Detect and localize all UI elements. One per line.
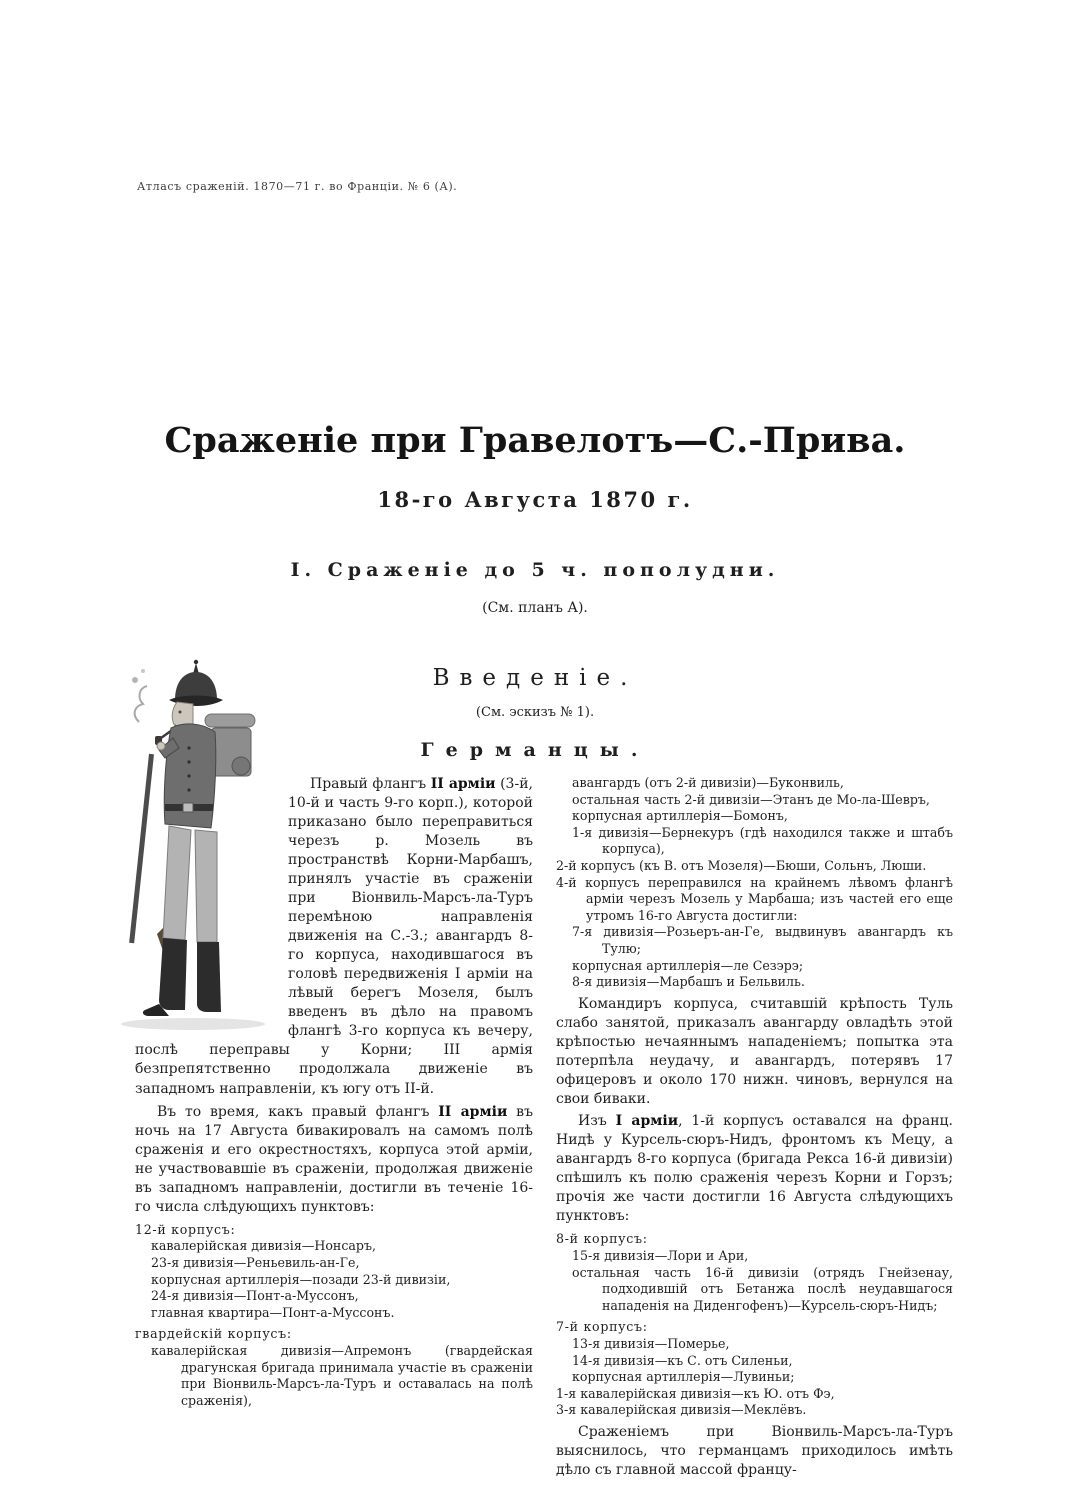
list-item: остальная часть 2-й дивизіи—Этанъ де Мо-ла-Шевръ, — [572, 791, 930, 807]
list-item: 8-я дивизія—Марбашъ и Бельвиль. — [572, 974, 805, 990]
paragraph — [556, 1112, 953, 1226]
section-heading: I. Сраженіе до 5 ч. пополудни. — [290, 559, 780, 581]
guard-corps-list-title: гвардейскій корпусъ: — [135, 1326, 292, 1342]
germans-heading: Германцы. — [420, 739, 650, 761]
list-item: кавалерійская дивизія—Апремонъ (гвардейская драгунская бригада принимала участіе въ сраженіи при Віонвиль-Марсъ-ла-Туръ и оставалась на полѣ сраженія), — [151, 1342, 533, 1408]
paragraph-text: въ ночь на 17 Августа бивакировалъ на самомъ полѣ сраженія и его окрестностяхъ, корпуса этой арміи, не участвовавшіе въ сраженіи, продолжая движеніе въ западномъ направленіи, достигли въ теченіе 16-го числа слѣдующихъ пунктовъ: — [135, 1103, 533, 1215]
list-item: корпусная артиллерія—позади 23-й дивизіи, — [151, 1271, 451, 1287]
sketch-reference-note: (См. эскизъ № 1). — [475, 705, 595, 720]
list-item: 15-я дивизія—Лори и Ари, — [572, 1247, 749, 1263]
corps12-list-title: 12-й корпусъ: — [135, 1221, 236, 1237]
paragraph: Сраженіемъ при Віонвиль-Марсъ-ла-Туръ выяснилось, что германцамъ приходилось имѣть дѣло съ главной массой францу- — [556, 1424, 953, 1479]
cavalry-division-entry: 3-я кавалерійская дивизія—Меклёвъ. — [556, 1402, 807, 1418]
list-item: 7-я дивизія—Розьеръ-ан-Ге, выдвинувъ авангардъ къ Тулю; — [572, 924, 953, 957]
list-item: 1-я дивизія—Бернекуръ (гдѣ находился также и штабъ корпуса), — [572, 824, 953, 857]
corps7-list-title: 7-й корпусъ: — [556, 1319, 648, 1335]
paragraph-text: Изъ — [578, 1113, 616, 1130]
page-subtitle-date: 18-го Августа 1870 г. — [377, 487, 693, 512]
introduction-heading: Введеніе. — [432, 665, 638, 691]
list-item: 13-я дивизія—Померье, — [572, 1335, 730, 1351]
list-item: главная квартира—Понт-а-Муссонъ. — [151, 1304, 395, 1320]
right-text-column — [556, 775, 953, 1483]
list-item: 14-я дивизія—къ С. отъ Силеньи, — [572, 1352, 793, 1368]
plan-reference-note: (См. планъ А). — [482, 600, 588, 616]
corps2-entry: 2-й корпусъ (къ В. отъ Мозеля)—Бюши, Сольнъ, Люши. — [556, 858, 927, 874]
list-item: корпусная артиллерія—Лувиньи; — [572, 1369, 795, 1385]
page-title: Сраженіе при Гравелотъ—С.-Прива. — [164, 420, 906, 461]
illustration-wrap-spacer — [135, 775, 288, 1027]
left-text-column — [135, 775, 533, 1409]
paragraph-text: Правый флангъ — [310, 776, 431, 792]
paragraph-text: (3-й, 10-й и часть 9-го корп.), которой приказано было переправиться черезъ р. Мозель въ пространствѣ Корни-Марбашъ, принялъ участіе въ сраженіи при Віонвиль-Марсъ-ла-Туръ перемѣною направленія движенія на С.-З.; авангардъ 8-го корпуса, находившагося въ головѣ передвиженія I арміи на лѣвый берегъ Мозеля, былъ введенъ въ дѣло на правомъ флангѣ 3-го корпуса къ вечеру, послѣ переправы у Корни; III армія безпрепятственно продолжала движеніе въ западномъ направленіи, къ югу отъ II-й. — [135, 776, 533, 1097]
list-item: 23-я дивизія—Реньевиль-ан-Ге, — [151, 1254, 360, 1270]
list-item: корпусная артиллерія—ле Сезэрэ; — [572, 957, 804, 973]
paragraph-text: , 1-й корпусъ оставался на франц. Нидѣ у Курсель-сюръ-Нидъ, фронтомъ къ Мецу, а авангардъ 8-го корпуса (бригада Рекса 16-й дивизіи) спѣшилъ къ полю сраженія черезъ Корни и Горзъ; прочія же части достигли 16 Августа слѣдующихъ пунктовъ: — [556, 1113, 953, 1225]
army-i-emphasis: I арміи — [615, 1113, 679, 1130]
corps8-list-title: 8-й корпусъ: — [556, 1231, 648, 1247]
army-ii-emphasis: II арміи — [430, 776, 496, 792]
list-item: 24-я дивизія—Понт-а-Муссонъ, — [151, 1288, 359, 1304]
list-item: авангардъ (отъ 2-й дивизіи)—Буконвиль, — [572, 775, 844, 790]
atlas-header-note: Атласъ сраженій. 1870—71 г. во Франціи. № 6 (А). — [137, 180, 458, 193]
paragraph-text: Въ то время, какъ правый флангъ — [157, 1103, 439, 1120]
cavalry-division-entry: 1-я кавалерійская дивизія—къ Ю. отъ Фэ, — [556, 1385, 835, 1401]
paragraph — [135, 1103, 533, 1217]
paragraph: Командиръ корпуса, считавшій крѣпость Туль слабо занятой, приказалъ авангарду овладѣть этой крѣпостью нечаяннымъ нападеніемъ; попытка эта потерпѣла неудачу, и авангардъ, потерявъ 17 офицеровъ и около 170 нижн. чиновъ, вернулся на свои биваки. — [556, 995, 953, 1108]
list-item: кавалерійская дивизія—Нонсаръ, — [151, 1238, 376, 1254]
list-item: остальная часть 16-й дивизіи (отрядъ Гнейзенау, подходившій отъ Бетанжа послѣ неудавшагося нападенія на Диденгофенъ)—Курсель-сюръ-Нидъ; — [572, 1264, 953, 1313]
corps4-entry: 4-й корпусъ переправился на крайнемъ лѣвомъ флангѣ арміи черезъ Мозель у Марбаша; изъ частей его еще утромъ 16-го Августа достигли: — [556, 874, 953, 923]
list-item: корпусная артиллерія—Бомонъ, — [572, 808, 788, 824]
army-ii-emphasis: II арміи — [438, 1103, 508, 1120]
